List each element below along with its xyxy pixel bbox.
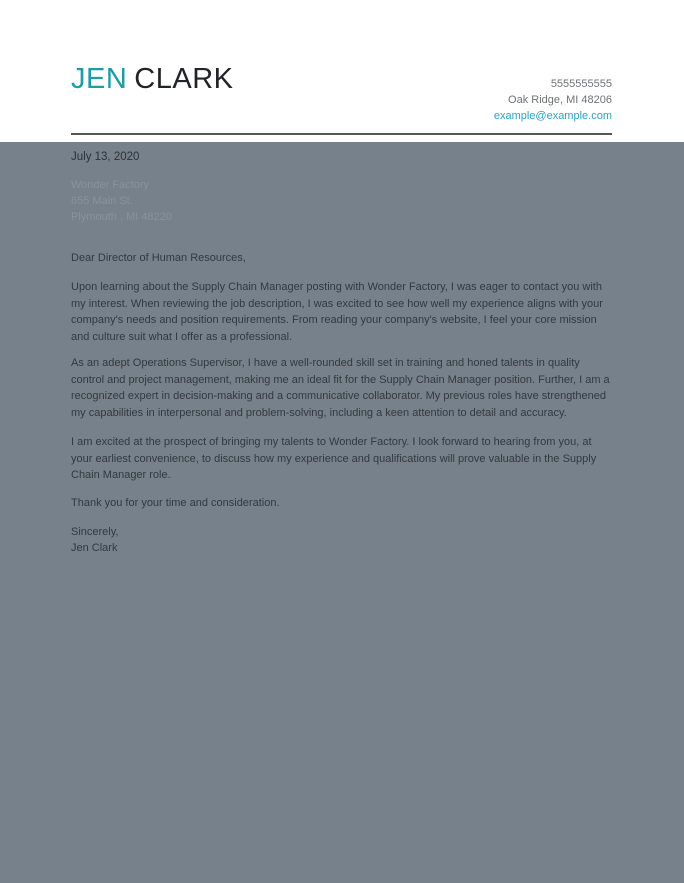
- contact-phone: 5555555555: [550, 78, 612, 90]
- body-paragraph-2: As an adept Operations Supervisor, I have a well-rounded skill set in training and honed talents in quality control and project management, making me an ideal fit for the Supply Chain Manager position. Further, I am a recognized expert in decision-making and a communicative collaborator. My previous roles have strengthened my capabilities in interpersonal and problem-solving, including a keen attention to detail and accuracy.: [71, 357, 610, 419]
- signature-name: Jen Clark: [71, 541, 118, 554]
- recipient-street: 655 Main St.: [71, 195, 133, 207]
- body-paragraph-3: I am excited at the prospect of bringing my talents to Wonder Factory. I look forward to hearing from you, at your earliest convenience, to discuss how my experience and qualifications will prove valuable in the Supply Chain Manager role.: [71, 436, 597, 481]
- letter-date: July 13, 2020: [71, 151, 140, 163]
- contact-location: Oak Ridge, MI 48206: [508, 94, 612, 106]
- letter-body-overlay: [0, 142, 684, 883]
- recipient-address-block: [71, 177, 612, 225]
- recipient-company: Wonder Factory: [71, 179, 150, 191]
- letterhead: [0, 0, 684, 142]
- signoff-block: [71, 524, 612, 556]
- body-paragraph-1: Upon learning about the Supply Chain Manager posting with Wonder Factory, I was eager to contact you with my interest. When reviewing the job description, I was excited to see how well my experience aligns with your company's needs and position requirements. From reading your company's website, I feel your core mission and culture suit what I offer as a professional.: [71, 281, 603, 343]
- contact-block: [494, 76, 612, 124]
- closing-thanks: Thank you for your time and consideration.: [71, 496, 280, 509]
- contact-email-link[interactable]: example@example.com: [493, 110, 612, 122]
- logo-last-name: CLARK: [134, 63, 234, 95]
- logo-first-name: JEN: [71, 63, 128, 95]
- salutation: Dear Director of Human Resources,: [71, 252, 246, 264]
- signoff: Sincerely,: [71, 525, 119, 538]
- logo-name: [71, 64, 234, 94]
- header-divider-line: [71, 133, 612, 135]
- recipient-city-state-zip: Plymouth , MI 48220: [71, 211, 172, 223]
